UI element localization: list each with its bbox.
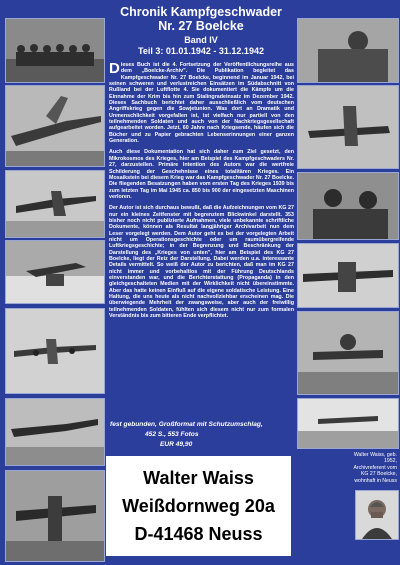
photo-left-6	[5, 398, 105, 466]
photo-right-6	[297, 398, 399, 449]
photo-left-7	[5, 470, 105, 562]
author-info: Walter Waiss, geb. 1952, Archivreferent vom KG 27 Boelcke, wohnhaft in Neuss	[353, 452, 397, 484]
paragraph-3: Der Autor ist sich durchaus bewußt, daß die Aufzeichnungen vom KG 27 nur ein kleines Zeitfenster mit begrenztem Blickwinkel darstellt. 353 bisher noch nicht publizierte Aufnahmen, viele unbekannte schriftliche Dokumente, können als Resultat langjähriger Archivarbeit nun dem Leser vorgelegt werden. Dem Autor geht es bei der vorgelegten Arbeit nicht um Operationsgeschichte oder um raumübergreifende Luftkriegsgeschichte; in der Begrenzung und Beschränkung der Darstellung des „Krieges von unten", hier am Beispiel des KG 27 Boelcke, liegt der Reiz der Darstellung. Dabei werden u.a. interessante Details vermittelt. So weiß der Autor zu berichten, daß man im KG 27 nicht immer und vorbehaltlos mit der Führung Deutschlands einverstanden war, und die Berichterstattung (Propaganda) in den gleichgeschalteten Medien mit der Wirklichkeit nicht übereinstimmte. Aber das hatte keinen Einfluß auf die eigene soldatische Leistung. Eine Haltung, die uns heute als nicht nachvollziehbar erscheinen mag. Die überwiegende Mehrheit der zwangsweise, aber auch der freiwillig teilnehmenden Soldaten, fühlten sich diesem nicht nur zum formalen Verständnis bis zum bitteren Ende verpflichtet.	[109, 205, 294, 320]
photo-right-1	[297, 18, 399, 83]
photo-left-2	[5, 85, 105, 167]
photo-left-5	[5, 308, 105, 394]
price: EUR 49,90	[160, 441, 193, 448]
paragraph-1-text: ieses Buch ist die 4. Fortsetzung der Veröffentlichungsreihe aus dem „Boelcke-Archiv". Die Publikation begleitet das Kampfgeschwader Nr. 27 Boelcke, beginnend im Januar 1942, bei seinen schweren und verlustreichen Einsätzen im Südabschnitt von Rußland bei der Luftflotte 4. Sie dokumentiert die Kämpfe um die Einnahme der Krim bis hin zum Stalingradeinsatz im Dezember 1942. Dieses Sachbuch berichtet daher ausschließlich vom deutschen Angriffskrieg gegen die Sowjetunion. Was dort an Dramatik und Unmenschlichkeit vorgefallen ist, ist vielfach nur partiell von den teilnehmenden Soldaten und auch von der Nachkriegsgesellschaft aufgearbeitet worden. Jetzt, 60 Jahre nach Kriegsende, häufen sich die Bücher und zu Papier gebrachten Lebenserinnungen einer ganzen Generation.	[109, 62, 294, 145]
address-city: D-41468 Neuss	[134, 524, 263, 544]
photo-left-4	[5, 240, 105, 304]
address-name: Walter Waiss	[143, 468, 254, 488]
part-period: Teil 3: 01.01.1942 - 31.12.1942	[138, 46, 264, 56]
pages-photos-info: 452 S., 553 Fotos	[145, 431, 199, 438]
photo-right-4	[297, 243, 399, 308]
volume-label: Band IV	[184, 35, 218, 45]
photo-left-1	[5, 18, 105, 83]
binding-info: fest gebunden, Großformat mit Schutzumschlag,	[110, 421, 263, 428]
description-text	[109, 62, 294, 324]
title-line-1: Chronik Kampfgeschwader	[120, 5, 282, 19]
dropcap: D	[109, 60, 120, 77]
photo-right-3	[297, 172, 399, 240]
paragraph-1	[109, 62, 294, 144]
paragraph-2: Auch diese Dokumentation hat sich daher zum Ziel gesetzt, den Mikrokosmos des Krieges, hier am Beispiel des Kampfgeschwaders Nr. 27, darzustellen. Primäre Intention des Autors war die wertfreie Schilderung der Geschehnisse eines totalitären Krieges. Ein Mosaikstein bei diesem Krieg war das Kampfgeschwader Nr. 27 Boelcke. Die fliegenden Besatzungen haben vom ersten Tag des Krieges 1939 bis zum letzten Tag im Mai 1945 ca. 850 bis 900 der eingesetzten Maschinen verloren.	[109, 149, 294, 200]
address-street: Weißdornweg 20a	[122, 496, 275, 516]
author-photo	[355, 490, 399, 540]
title-line-2: Nr. 27 Boelcke	[158, 19, 244, 33]
photo-left-3	[5, 170, 105, 238]
photo-right-2	[297, 85, 399, 169]
photo-right-5	[297, 311, 399, 395]
address-box	[106, 456, 291, 556]
